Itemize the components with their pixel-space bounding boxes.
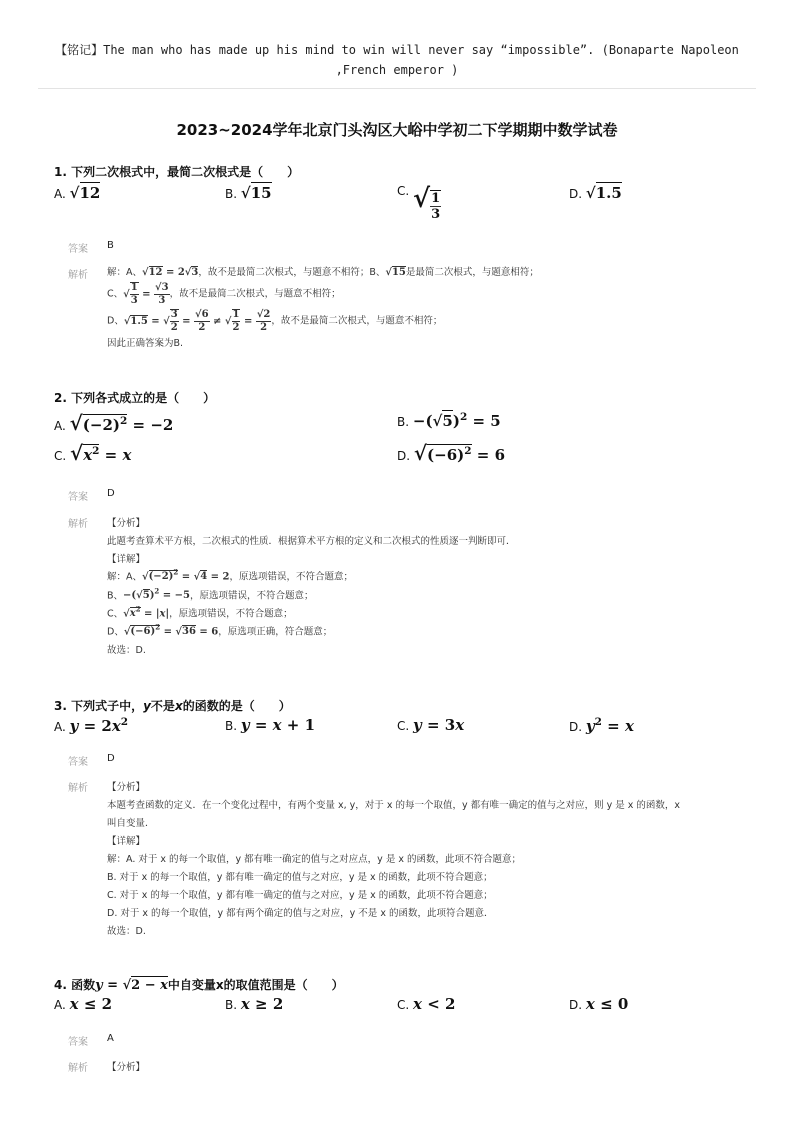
q1-option-c-expr: √ $\frac{1}{3}$ [413,184,441,222]
q2-analysis-line-b: B、$-(√5)^2 = -5$，原选项错误，不符合题意； [107,587,314,602]
page-title: 2023~2024学年北京门头沟区大峪中学初二下学期期中数学试卷 [176,121,618,139]
q2-option-d[interactable] [397,441,505,465]
q2-answer-value: D [107,488,115,499]
q2-option-c-label: C. [54,449,67,463]
q3-option-b[interactable] [225,716,315,734]
q1-option-b[interactable] [225,184,272,202]
q2-option-b-label: B. [397,415,410,429]
q1-option-b-expr: √15 [240,184,272,202]
q3-option-c-label: C. [397,719,410,733]
q3-stem: 3. 下列式子中，y不是x的函数的是（ ） [54,699,291,713]
q4-option-b[interactable] [225,995,283,1013]
q3-option-a-expr: $y = 2x^2$ [69,716,129,735]
q3-analysis-para1: 本题考查函数的定义．在一个变化过程中，有两个变量 x, y，对于 x 的每一个取值，y 都有唯一确定的值与之对应，则 y 是 x 的函数，x [107,800,681,811]
q4-option-c-expr: x < 2 [413,995,456,1013]
q4-option-b-label: B. [225,998,238,1012]
q3-option-d-expr: $y^2 = x$ [585,716,634,735]
q3-option-a-label: A. [54,720,66,734]
q2-analysis-para1: 此题考查算术平方根，二次根式的性质．根据算术平方根的定义和二次根式的性质逐一判断即可． [107,536,516,547]
q1-analysis-label: 解析 [68,270,88,281]
q4-stem: 4. 函数y = √2 − x中自变量x的取值范围是（ ） [54,978,344,993]
q1-analysis-line3: D、√1.5 = √ $\frac{3}{2}$ = $\frac{√6}{2}$ ≠ √ $\frac{1}{2}$ = $\frac{√2}{2}$ ，故不是最简二次根式，与题意不相符； [107,308,443,333]
q1-stem: 1. 下列二次根式中，最简二次根式是（ ） [54,165,300,179]
q3-analysis-heading1: 【分析】 [107,782,146,793]
q3-analysis-heading2: 【详解】 [107,836,146,847]
q3-analysis-line-a: 解：A. 对于 x 的每一个取值，y 都有唯一确定的值与之对应点，y 是 x 的函数，此项不符合题意； [107,854,521,865]
q3-option-d-label: D. [569,720,583,734]
q3-option-c-expr: y = 3x [413,716,465,734]
q4-option-a-expr: x ≤ 2 [69,995,113,1013]
q1-option-c[interactable] [397,184,441,221]
q4-analysis-heading1: 【分析】 [107,1062,146,1073]
q3-answer-label: 答案 [68,757,88,768]
q2-option-d-expr: $√(-6)^2 = 6$ [413,441,506,465]
q3-option-a[interactable] [54,716,128,735]
q4-option-d[interactable] [569,995,628,1013]
q1-analysis-line2: C、√ $\frac{1}{3}$ = $\frac{√3}{3}$ ，故不是最简二次根式，与题意不相符； [107,281,341,306]
q4-option-c-label: C. [397,998,410,1012]
q2-analysis-label: 解析 [68,519,88,530]
q2-analysis-heading1: 【分析】 [107,518,146,529]
q2-option-c-expr: $√x^2 = x$ [70,441,132,465]
q2-analysis-heading2: 【详解】 [107,554,146,565]
q4-analysis-label: 解析 [68,1063,88,1074]
q4-answer-value: A [107,1033,114,1044]
q1-option-d-label: D. [569,187,583,201]
q1-analysis-line4: 因此正确答案为B. [107,338,184,349]
q3-option-b-label: B. [225,719,238,733]
q1-option-a-label: A. [54,187,66,201]
q4-answer-label: 答案 [68,1037,88,1048]
q3-option-d[interactable] [569,716,634,735]
q3-analysis-line-b: B. 对于 x 的每一个取值，y 都有唯一确定的值与之对应，y 是 x 的函数，此项不符合题意； [107,872,493,883]
q1-answer-value: B [107,240,114,251]
q2-stem: 2. 下列各式成立的是（ ） [54,391,216,405]
q3-option-b-expr: y = x + 1 [240,716,316,734]
q1-option-a[interactable] [54,184,100,202]
q2-analysis-line-a: 解：A、$√(-2)^2 = √4 = 2$，原选项错误，不符合题意； [107,568,353,583]
q2-option-d-label: D. [397,449,411,463]
q4-option-d-expr: x ≤ 0 [585,995,629,1013]
q1-analysis-line1: 解：A、√12 = 2√3，故不是最简二次根式，与题意不相符；B、√15是最简二次根式，与题意相符； [107,267,539,278]
q1-answer-label: 答案 [68,244,88,255]
q4-option-a-label: A. [54,998,66,1012]
q2-option-b[interactable] [397,411,501,430]
q2-analysis-line-d: D、$√(-6)^2 = √36 = 6$，原选项正确，符合题意； [107,623,333,638]
q2-analysis-end: 故选：D. [107,645,146,656]
header-divider [38,88,756,89]
q2-analysis-line-c: C、$√x^2 = |x|$，原选项错误，不符合题意； [107,605,293,620]
q2-answer-label: 答案 [68,492,88,503]
q1-option-d-expr: √1.5 [585,184,622,202]
q4-option-a[interactable] [54,995,112,1013]
q1-option-a-expr: √12 [69,184,101,202]
q3-option-c[interactable] [397,716,464,734]
q3-analysis-end: 故选：D. [107,926,146,937]
q4-option-c[interactable] [397,995,455,1013]
q1-option-d[interactable] [569,184,622,202]
q1-option-c-label: C. [397,184,410,198]
motto-banner: 【铭记】The man who has made up his mind to win will never say “impossible”. (Bonaparte Napoleon ,French emperor ) [55,43,739,77]
q2-option-a[interactable] [54,411,173,435]
q2-option-a-expr: $√(-2)^2 = -2$ [69,411,174,435]
q4-option-d-label: D. [569,998,583,1012]
q3-analysis-label: 解析 [68,783,88,794]
q3-analysis-para2: 叫自变量． [107,818,155,829]
q2-option-b-expr: $-(√5)^2 = 5$ [412,411,501,430]
q1-option-b-label: B. [225,187,238,201]
q2-option-a-label: A. [54,419,66,433]
q2-option-c[interactable] [54,441,131,465]
q3-analysis-line-c: C. 对于 x 的每一个取值，y 都有唯一确定的值与之对应，y 是 x 的函数，此项不符合题意； [107,890,493,901]
q3-analysis-line-d: D. 对于 x 的每一个取值，y 都有两个确定的值与之对应，y 不是 x 的函数，此项符合题意． [107,908,494,919]
q4-option-b-expr: x ≥ 2 [240,995,284,1013]
q3-answer-value: D [107,753,115,764]
